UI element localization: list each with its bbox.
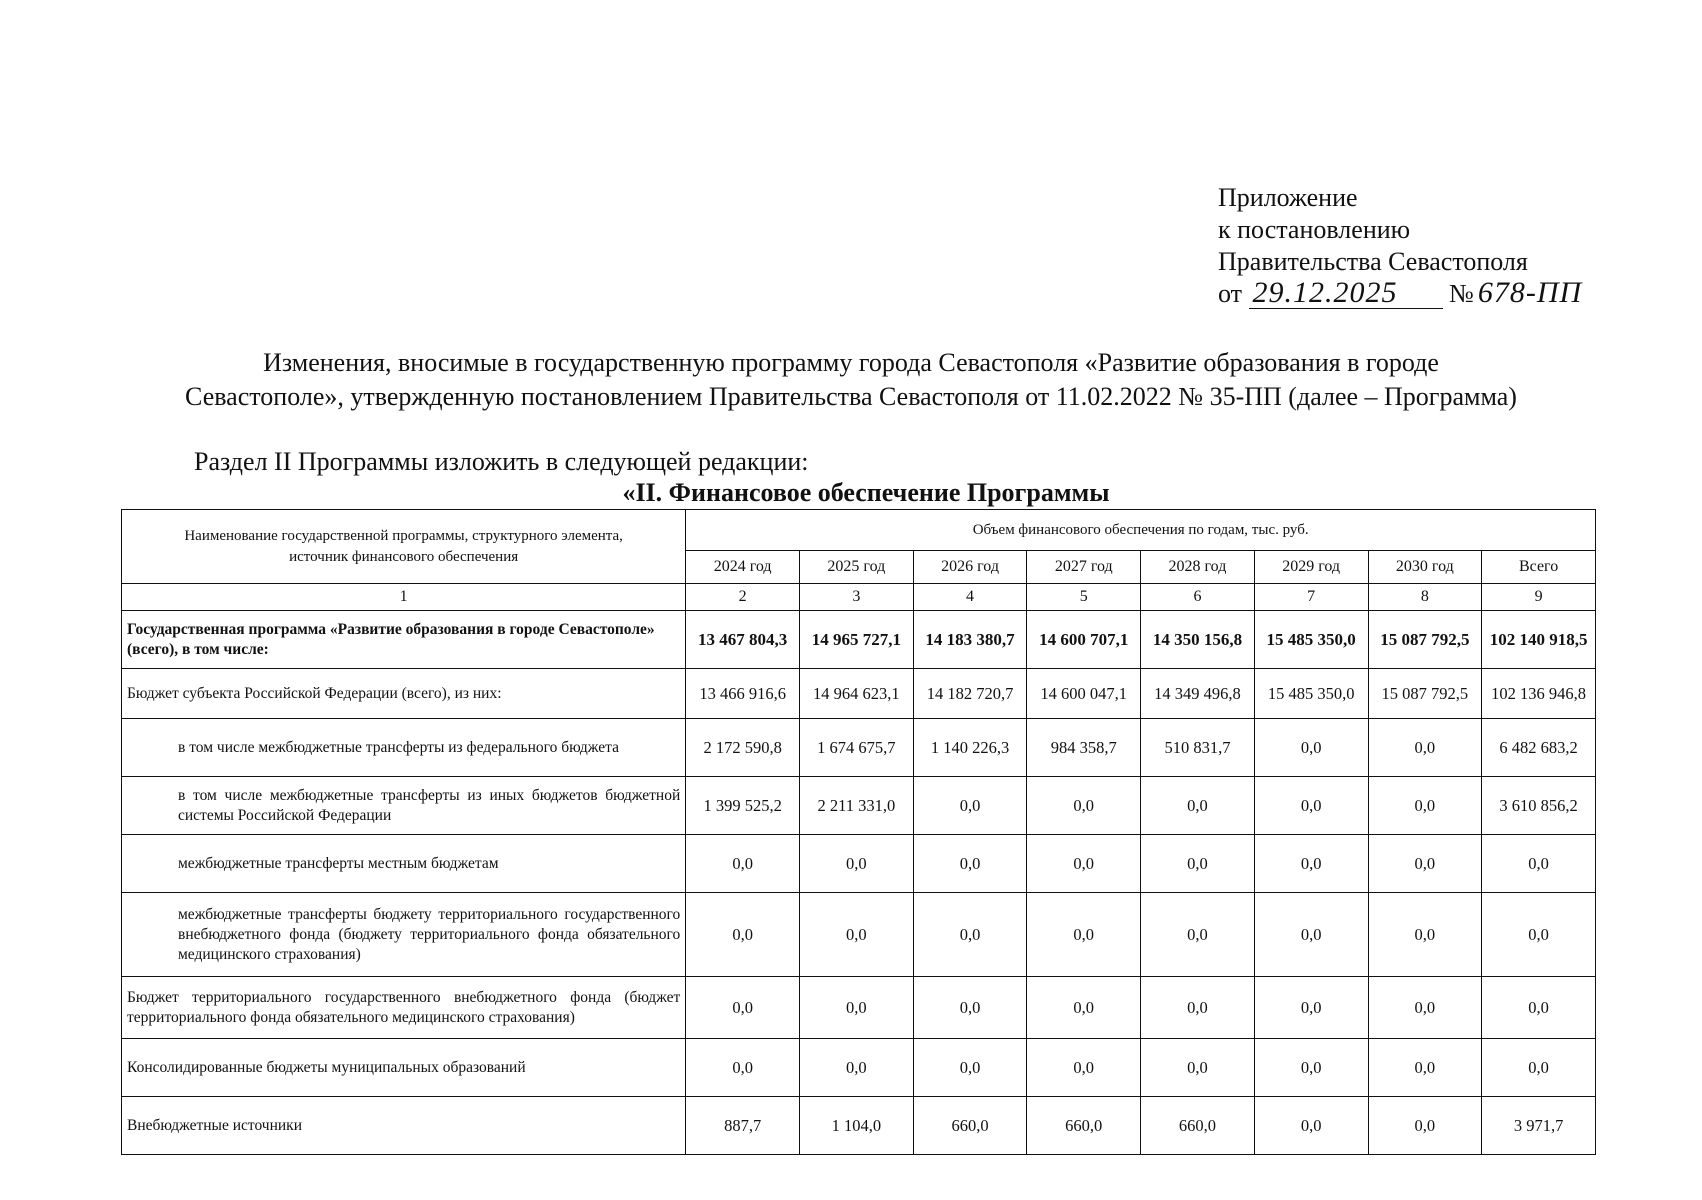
number-prefix: №	[1449, 279, 1474, 308]
row-value-cell: 14 964 623,1	[799, 669, 913, 719]
column-number: 9	[1482, 584, 1596, 611]
row-value-cell: 2 172 590,8	[686, 719, 800, 777]
year-header: 2027 год	[1027, 551, 1141, 584]
row-value-cell: 13 467 804,3	[686, 611, 800, 669]
row-label: Внебюджетные источники	[122, 1097, 686, 1155]
row-value-cell: 14 965 727,1	[799, 611, 913, 669]
table-row-subject-budget	[122, 669, 1596, 719]
year-header: 2028 год	[1141, 551, 1255, 584]
title-line-1: Изменения, вносимые в государственную программу города Севастополя «Развитие образования в городе	[263, 348, 1439, 377]
date-prefix: от	[1218, 279, 1243, 308]
row-value-cell: 0,0	[1027, 977, 1141, 1039]
row-total-cell: 0,0	[1482, 1039, 1596, 1097]
row-value-cell: 0,0	[1254, 719, 1368, 777]
row-value-cell: 1 399 525,2	[686, 777, 800, 835]
row-value-cell: 0,0	[1254, 1097, 1368, 1155]
header-name: Наименование государственной программы, структурного элемента, источник финансового обеспечения	[122, 510, 686, 584]
row-value-cell: 0,0	[1141, 835, 1255, 893]
row-value-cell: 0,0	[686, 893, 800, 977]
row-value-cell: 13 466 916,6	[686, 669, 800, 719]
row-value-cell: 0,0	[1254, 1039, 1368, 1097]
year-header: 2029 год	[1254, 551, 1368, 584]
row-value-cell: 660,0	[1141, 1097, 1255, 1155]
column-number: 2	[686, 584, 800, 611]
approval-block	[1218, 182, 1592, 310]
financing-table	[121, 509, 1596, 1155]
column-number: 6	[1141, 584, 1255, 611]
row-total-cell: 3 971,7	[1482, 1097, 1596, 1155]
section-heading: «II. Финансовое обеспечение Программы	[622, 478, 1110, 507]
row-value-cell: 0,0	[1368, 1097, 1482, 1155]
row-total-cell: 102 136 946,8	[1482, 669, 1596, 719]
table-row-fund-transfers	[122, 893, 1596, 977]
row-label: Консолидированные бюджеты муниципальных образований	[122, 1039, 686, 1097]
column-numbers-row	[122, 584, 1596, 611]
column-number: 7	[1254, 584, 1368, 611]
total-header: Всего	[1482, 551, 1596, 584]
approval-line-2: к постановлению	[1218, 215, 1411, 244]
row-value-cell: 14 350 156,8	[1141, 611, 1255, 669]
row-value-cell: 0,0	[1141, 777, 1255, 835]
row-value-cell: 15 485 350,0	[1254, 669, 1368, 719]
row-value-cell: 1 674 675,7	[799, 719, 913, 777]
row-value-cell: 0,0	[1141, 977, 1255, 1039]
table-row-local-transfers	[122, 835, 1596, 893]
approval-line-1: Приложение	[1218, 183, 1358, 212]
year-header: 2026 год	[913, 551, 1027, 584]
row-value-cell: 0,0	[1254, 835, 1368, 893]
title-line-2: Севастополе», утвержденную постановлением Правительства Севастополя от 11.02.2022 № 35-ПП (далее – Программа)	[185, 382, 1517, 411]
row-value-cell: 1 140 226,3	[913, 719, 1027, 777]
row-value-cell: 0,0	[1141, 1039, 1255, 1097]
row-value-cell: 1 104,0	[799, 1097, 913, 1155]
row-value-cell: 15 485 350,0	[1254, 611, 1368, 669]
row-total-cell: 3 610 856,2	[1482, 777, 1596, 835]
row-value-cell: 14 183 380,7	[913, 611, 1027, 669]
row-value-cell: 15 087 792,5	[1368, 611, 1482, 669]
row-value-cell: 984 358,7	[1027, 719, 1141, 777]
row-value-cell: 660,0	[1027, 1097, 1141, 1155]
row-value-cell: 0,0	[799, 977, 913, 1039]
column-number: 5	[1027, 584, 1141, 611]
header-volume: Объем финансового обеспечения по годам, тыс. руб.	[686, 510, 1596, 551]
row-value-cell: 0,0	[1254, 977, 1368, 1039]
table-row-extrabudgetary	[122, 1097, 1596, 1155]
row-value-cell: 0,0	[1368, 835, 1482, 893]
row-total-cell: 102 140 918,5	[1482, 611, 1596, 669]
row-value-cell: 0,0	[1368, 719, 1482, 777]
row-value-cell: 0,0	[686, 1039, 800, 1097]
column-number: 1	[122, 584, 686, 611]
row-value-cell: 0,0	[1368, 893, 1482, 977]
column-number: 8	[1368, 584, 1482, 611]
row-label: Бюджет субъекта Российской Федерации (всего), из них:	[122, 669, 686, 719]
row-value-cell: 510 831,7	[1141, 719, 1255, 777]
row-value-cell: 0,0	[913, 835, 1027, 893]
row-value-cell: 0,0	[686, 835, 800, 893]
row-value-cell: 0,0	[686, 977, 800, 1039]
row-value-cell: 0,0	[1368, 1039, 1482, 1097]
year-header: 2030 год	[1368, 551, 1482, 584]
row-value-cell: 0,0	[1368, 777, 1482, 835]
row-value-cell: 15 087 792,5	[1368, 669, 1482, 719]
row-value-cell: 660,0	[913, 1097, 1027, 1155]
column-number: 4	[913, 584, 1027, 611]
row-value-cell: 0,0	[913, 777, 1027, 835]
row-value-cell: 0,0	[799, 1039, 913, 1097]
year-header: 2024 год	[686, 551, 800, 584]
row-value-cell: 14 600 047,1	[1027, 669, 1141, 719]
year-header: 2025 год	[799, 551, 913, 584]
table-row-program-total	[122, 611, 1596, 669]
row-value-cell: 0,0	[1027, 1039, 1141, 1097]
row-value-cell: 0,0	[1254, 893, 1368, 977]
table-row-federal-transfers	[122, 719, 1596, 777]
row-value-cell: 0,0	[913, 1039, 1027, 1097]
row-value-cell: 0,0	[799, 893, 913, 977]
row-total-cell: 0,0	[1482, 977, 1596, 1039]
row-value-cell: 2 211 331,0	[799, 777, 913, 835]
approval-line-3: Правительства Севастополя	[1218, 247, 1528, 276]
row-value-cell: 0,0	[1027, 893, 1141, 977]
column-number: 3	[799, 584, 913, 611]
row-total-cell: 6 482 683,2	[1482, 719, 1596, 777]
approval-date-line	[1218, 278, 1592, 310]
table-row-other-transfers	[122, 777, 1596, 835]
row-value-cell: 14 600 707,1	[1027, 611, 1141, 669]
table-row-municipal-budgets	[122, 1039, 1596, 1097]
row-label: Государственная программа «Развитие образования в городе Севастополе» (всего), в том числе:	[122, 611, 686, 669]
row-value-cell: 0,0	[799, 835, 913, 893]
handwritten-number: 678-ПП	[1477, 276, 1583, 309]
handwritten-date: 29.12.2025	[1249, 278, 1443, 309]
row-label: межбюджетные трансферты местным бюджетам	[122, 835, 686, 893]
document-title	[0, 346, 1702, 414]
row-value-cell: 0,0	[913, 977, 1027, 1039]
row-value-cell: 0,0	[1368, 977, 1482, 1039]
row-total-cell: 0,0	[1482, 835, 1596, 893]
row-value-cell: 0,0	[1027, 777, 1141, 835]
row-value-cell: 0,0	[1141, 893, 1255, 977]
row-value-cell: 0,0	[1254, 777, 1368, 835]
row-value-cell: 14 182 720,7	[913, 669, 1027, 719]
row-total-cell: 0,0	[1482, 893, 1596, 977]
intro-text: Раздел II Программы изложить в следующей редакции:	[194, 447, 809, 476]
table-row-fund-budget	[122, 977, 1596, 1039]
row-value-cell: 887,7	[686, 1097, 800, 1155]
row-value-cell: 14 349 496,8	[1141, 669, 1255, 719]
row-label: Бюджет территориального государственного внебюджетного фонда (бюджет территориального фонда обязательного медицинского страхования)	[122, 977, 686, 1039]
row-label: в том числе межбюджетные трансферты из федерального бюджета	[122, 719, 686, 777]
row-label: в том числе межбюджетные трансферты из иных бюджетов бюджетной системы Российской Федерации	[122, 777, 686, 835]
row-value-cell: 0,0	[913, 893, 1027, 977]
row-label: межбюджетные трансферты бюджету территориального государственного внебюджетного фонда (бюджету территориального фонда обязательного медицинского страхования)	[122, 893, 686, 977]
row-value-cell: 0,0	[1027, 835, 1141, 893]
